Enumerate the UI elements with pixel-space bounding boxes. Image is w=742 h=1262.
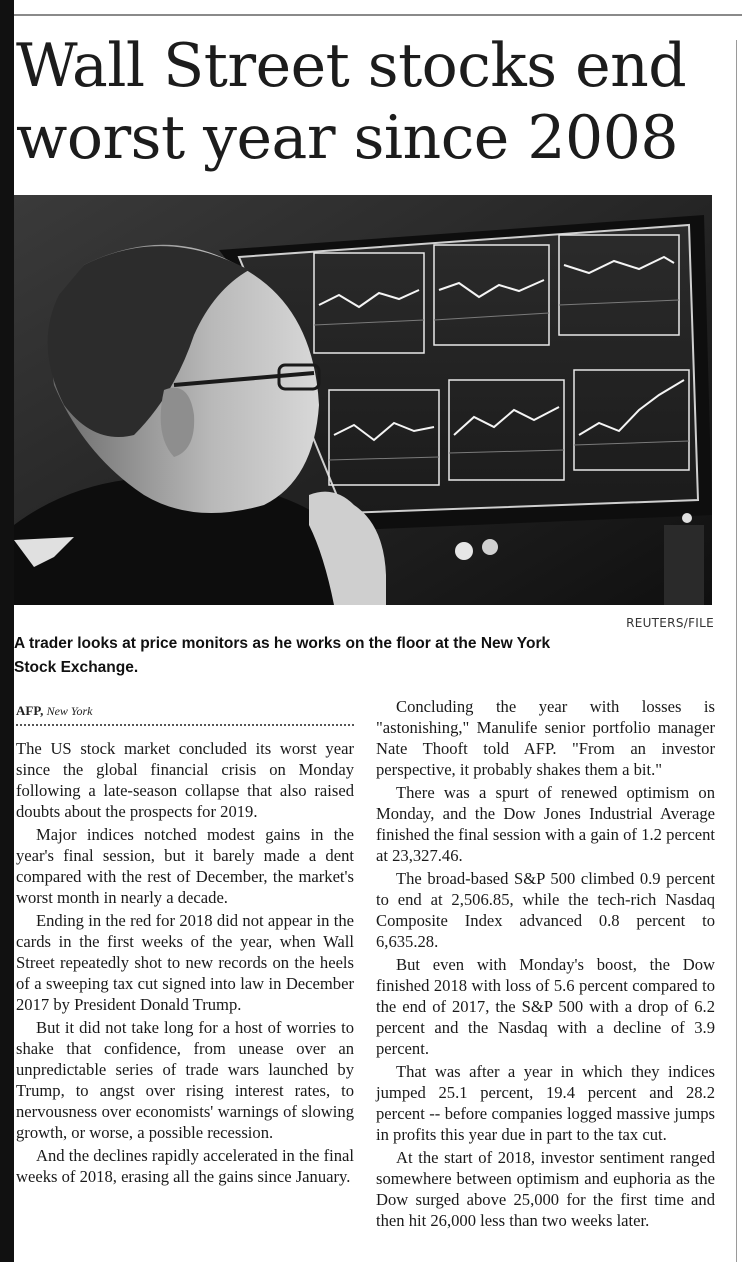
trader-photo bbox=[14, 195, 712, 605]
page-edge-bar bbox=[0, 0, 14, 1262]
photo-caption: A trader looks at price monitors as he works on the floor at the New York Stock Exchange. bbox=[14, 635, 551, 676]
byline-place: New York bbox=[46, 704, 93, 718]
top-rule bbox=[14, 14, 742, 16]
byline-agency: AFP, bbox=[16, 703, 44, 718]
paragraph: Major indices notched modest gains in the year's final session, but it barely made a dent compared with the rest of December, the market's worst month in nearly a decade. bbox=[16, 825, 354, 907]
column-rule bbox=[736, 40, 737, 1262]
headline: Wall Street stocks end worst year since 2008 bbox=[16, 31, 687, 173]
byline bbox=[16, 703, 92, 719]
paragraph: Concluding the year with losses is "astonishing," Manulife senior portfolio manager Nate Thooft told AFP. "From an investor perspective, it probably shakes them a bit." bbox=[376, 697, 715, 779]
dotted-divider bbox=[16, 724, 354, 726]
photo-credit: REUTERS/FILE bbox=[626, 616, 714, 630]
paragraph: And the declines rapidly accelerated in the final weeks of 2018, erasing all the gains since January. bbox=[16, 1146, 354, 1186]
paragraph: That was after a year in which they indices jumped 25.1 percent, 19.4 percent and 28.2 percent -- before companies logged massive jumps in profits this year due in part to the tax cut. bbox=[376, 1062, 715, 1144]
paragraph: At the start of 2018, investor sentiment ranged somewhere between optimism and euphoria as the Dow surged above 25,000 for the first time and then hit 26,000 less than two weeks later. bbox=[376, 1148, 715, 1230]
article-column-right bbox=[376, 696, 715, 1233]
paragraph: There was a spurt of renewed optimism on Monday, and the Dow Jones Industrial Average finished the final session with a gain of 1.2 percent at 23,327.46. bbox=[376, 783, 715, 865]
article-column-left bbox=[16, 738, 354, 1189]
paragraph: Ending in the red for 2018 did not appear in the cards in the first weeks of the year, when Wall Street repeatedly shot to new records on the heels of a sweeping tax cut signed into law in December 2017 by President Donald Trump. bbox=[16, 911, 354, 1014]
paragraph: The broad-based S&P 500 climbed 0.9 percent to end at 2,506.85, while the tech-rich Nasdaq Composite Index advanced 0.8 percent to 6,635.28. bbox=[376, 869, 715, 951]
paragraph: But it did not take long for a host of worries to shake that confidence, from unease over an unpredictable series of trade wars launched by Trump, to angst over rising interest rates, to nervousness over economists' warnings of slowing growth, or worse, a possible recession. bbox=[16, 1018, 354, 1142]
paragraph: But even with Monday's boost, the Dow finished 2018 with loss of 5.6 percent compared to the end of 2017, the S&P 500 with a drop of 6.2 percent and the Nasdaq with a decline of 3.9 percent. bbox=[376, 955, 715, 1058]
paragraph: The US stock market concluded its worst year since the global financial crisis on Monday following a late-season collapse that also raised doubts about the prospects for 2019. bbox=[16, 739, 354, 821]
